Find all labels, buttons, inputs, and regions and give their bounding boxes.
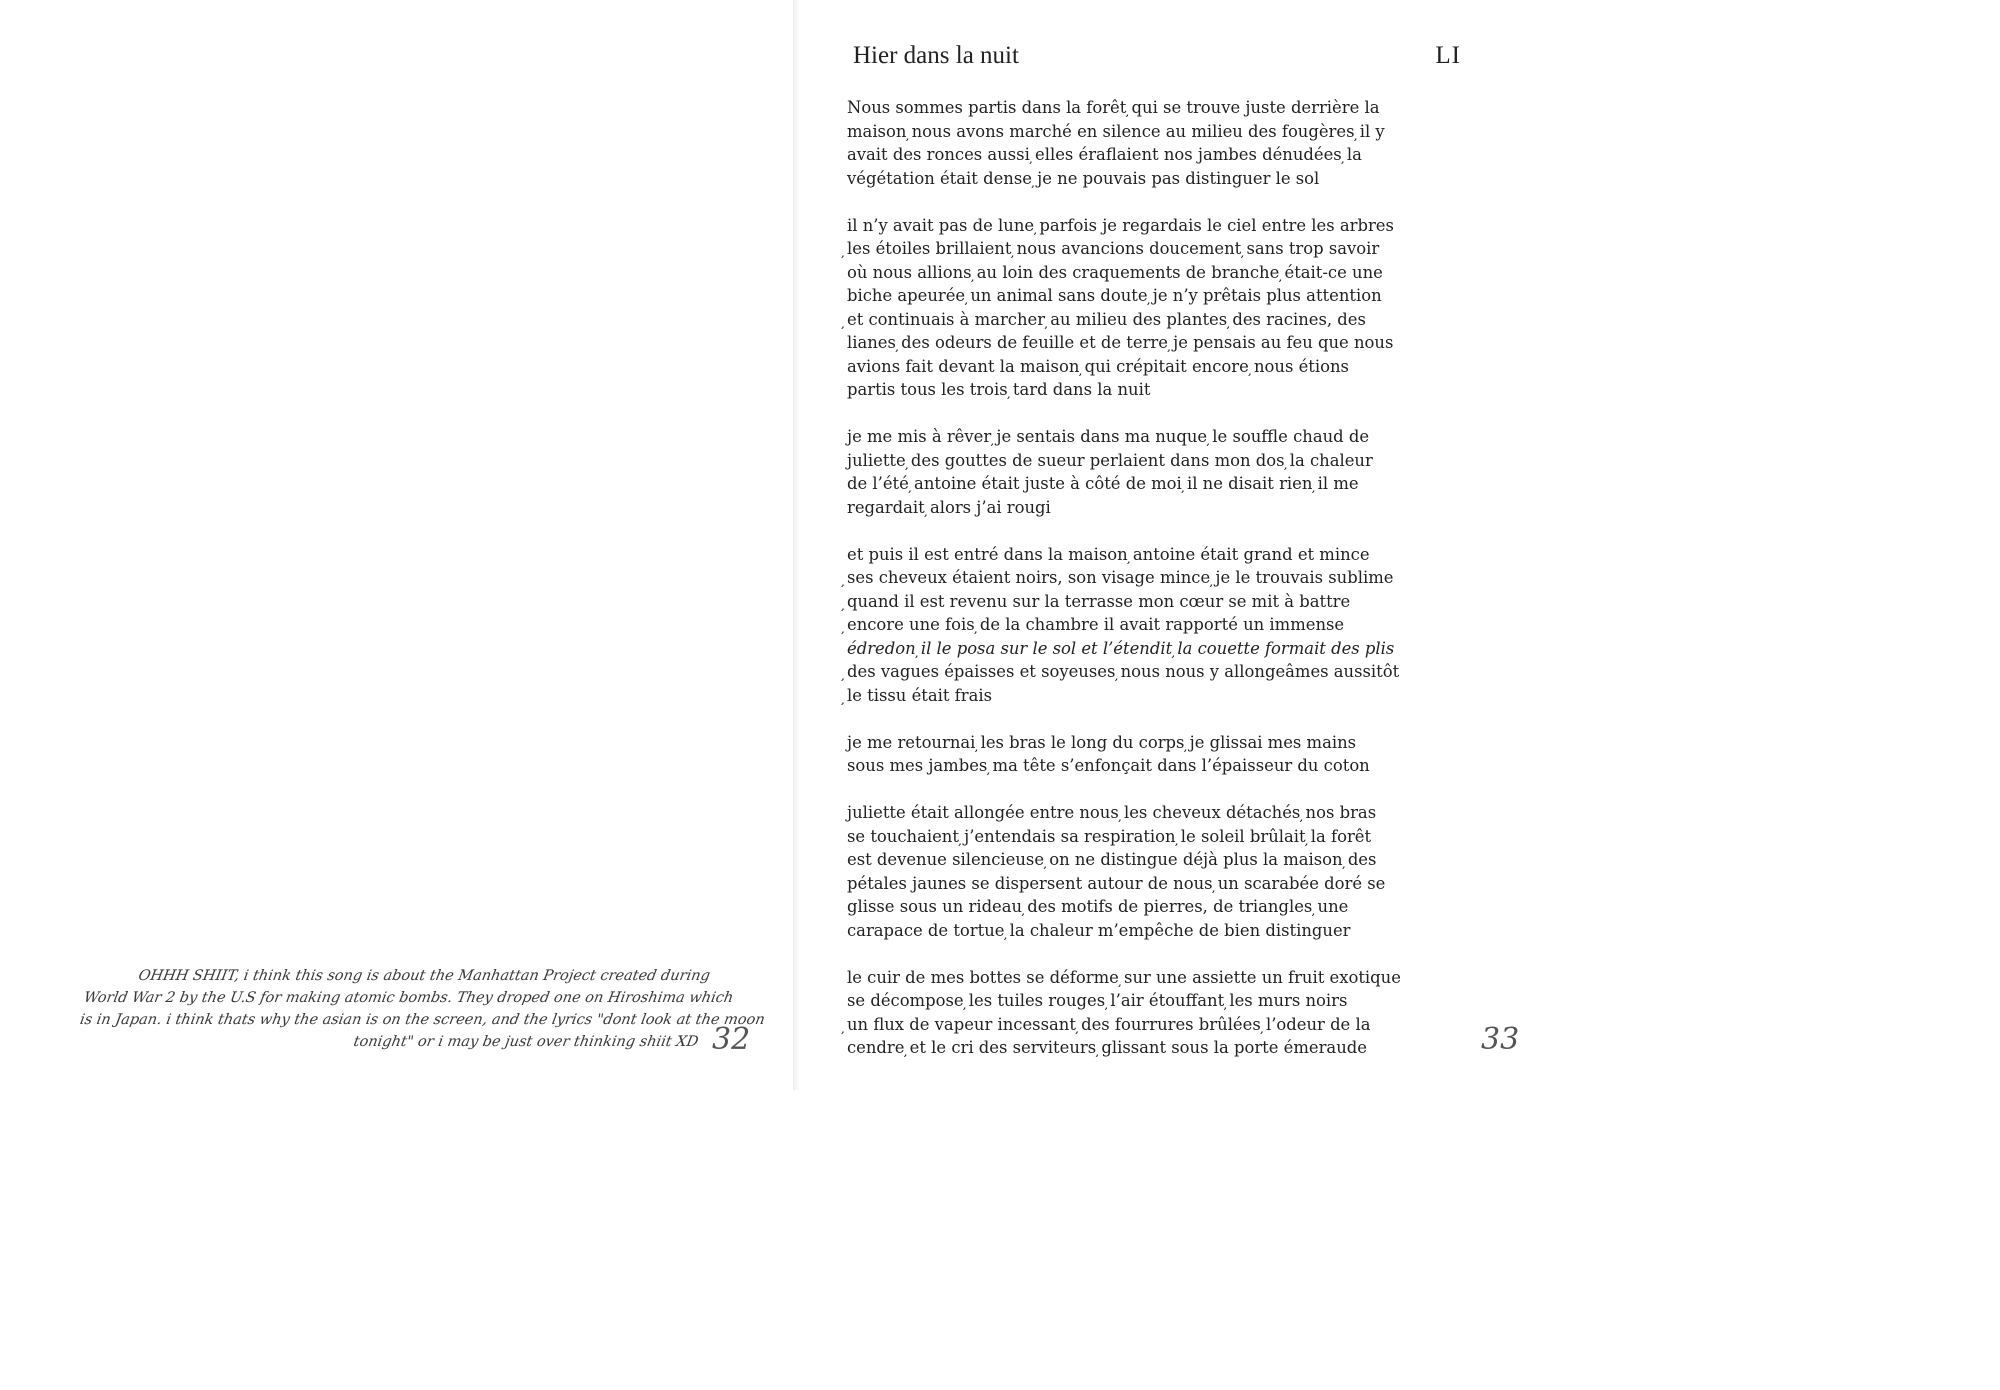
text-line: je me retournai ̦les bras le long du corps ̦je glissai mes mains [847,732,1357,752]
text-line: végétation était dense ̦je ne pouvais pas distinguer le sol [847,168,1320,188]
text-line: je me mis à rêver ̦je sentais dans ma nuque ̦le souffle chaud de [847,427,1370,446]
page-number-right: 33 [1481,1022,1520,1057]
text-line: sous mes jambes ̦ma tête s’enfonçait dans l’épaisseur du coton [847,756,1370,775]
text-line: partis tous les trois ̦tard dans la nuit [847,380,1151,399]
text-line: pétales jaunes se dispersent autour de nous ̦un scarabée doré se [847,873,1386,893]
note-line: World War 2 by the U.S for making atomic bombs. They droped one on Hiroshima which [82,990,735,1006]
text-line: ̦un flux de vapeur incessant ̦des fourrures brûlées ̦l’odeur de la [847,1014,1371,1034]
paragraph [847,214,1467,402]
chapter-number: LI [1435,42,1461,69]
text-line: avait des ronces aussi ̦elles éraflaient nos jambes dénudées ̦la [847,145,1362,164]
text-line: et puis il est entré dans la maison ̦antoine était grand et mince [847,544,1370,564]
note-line: tonight" or i may be just over thinking shiit XD [352,1034,700,1050]
text-line: cendre ̦et le cri des serviteurs ̦glissant sous la porte émeraude [847,1038,1367,1057]
left-page [0,0,793,1090]
text-line: avions fait devant la maison ̦qui crépitait encore ̦nous étions [847,356,1349,376]
text-line: ̦et continuais à marcher ̦au milieu des plantes ̦des racines, des [847,309,1366,329]
text-line: est devenue silencieuse ̦on ne distingue déjà plus la maison ̦des [847,850,1377,869]
paragraph [847,543,1467,708]
text-line: ̦les étoiles brillaient ̦nous avancions doucement ̦sans trop savoir [847,239,1380,258]
text-line: juliette était allongée entre nous ̦les cheveux détachés ̦nos bras [847,803,1377,822]
text-line: où nous allions ̦au loin des craquements de branche ̦était-ce une [847,262,1383,282]
text-line: il n’y avait pas de lune ̦parfois je regardais le ciel entre les arbres [847,215,1394,235]
text-line: ̦des vagues épaisses et soyeuses ̦nous nous y allongeâmes aussitôt [847,662,1400,681]
poem-body [847,96,1467,1083]
text-line: regardait ̦alors j’ai rougi [847,497,1051,517]
text-line: glisse sous un rideau ̦des motifs de pierres, de triangles ̦une [847,897,1349,916]
text-line: ̦le tissu était frais [847,685,992,705]
page-title: Hier dans la nuit [853,42,1019,69]
page-header [853,42,1461,70]
text-line: ̦quand il est revenu sur la terrasse mon cœur se mit à battre [847,591,1351,611]
text-line: ̦encore une fois ̦de la chambre il avait rapporté un immense [847,615,1345,634]
text-line: lianes ̦des odeurs de feuille et de terre ̦je pensais au feu que nous [847,333,1394,352]
paragraph [847,966,1467,1060]
text-line: Nous sommes partis dans la forêt ̦qui se trouve juste derrière la [847,98,1380,117]
page-number-left: 32 [712,1022,751,1057]
text-line: se décompose ̦les tuiles rouges ̦l’air étouffant ̦les murs noirs [847,991,1348,1010]
paragraph [847,801,1467,942]
note-line: OHHH SHIIT, i think this song is about the Manhattan Project created during [137,968,712,984]
text-line: ̦ses cheveux étaient noirs, son visage mince ̦je le trouvais sublime [847,568,1394,587]
text-line: se touchaient ̦j’entendais sa respiration ̦le soleil brûlait ̦la forêt [847,826,1372,846]
text-line: juliette ̦des gouttes de sueur perlaient dans mon dos ̦la chaleur [847,450,1373,470]
text-line: maison ̦nous avons marché en silence au milieu des fougères ̦il y [847,121,1385,141]
paragraph [847,96,1467,190]
text-line: édredon ̦il le posa sur le sol et l’étendit ̦la couette formait des plis [847,638,1395,658]
text-line: biche apeurée ̦un animal sans doute ̦je n’y prêtais plus attention [847,286,1382,305]
paragraph [847,731,1467,778]
text-line: carapace de tortue ̦la chaleur m’empêche de bien distinguer [847,920,1351,940]
text-line: le cuir de mes bottes se déforme ̦sur une assiette un fruit exotique [847,967,1401,987]
text-line: de l’été ̦antoine était juste à côté de moi ̦il ne disait rien ̦il me [847,474,1359,493]
note-line: is in Japan. i think thats why the asian is on the screen, and the lyrics "dont look at the moon [78,1012,767,1028]
paragraph [847,425,1467,519]
